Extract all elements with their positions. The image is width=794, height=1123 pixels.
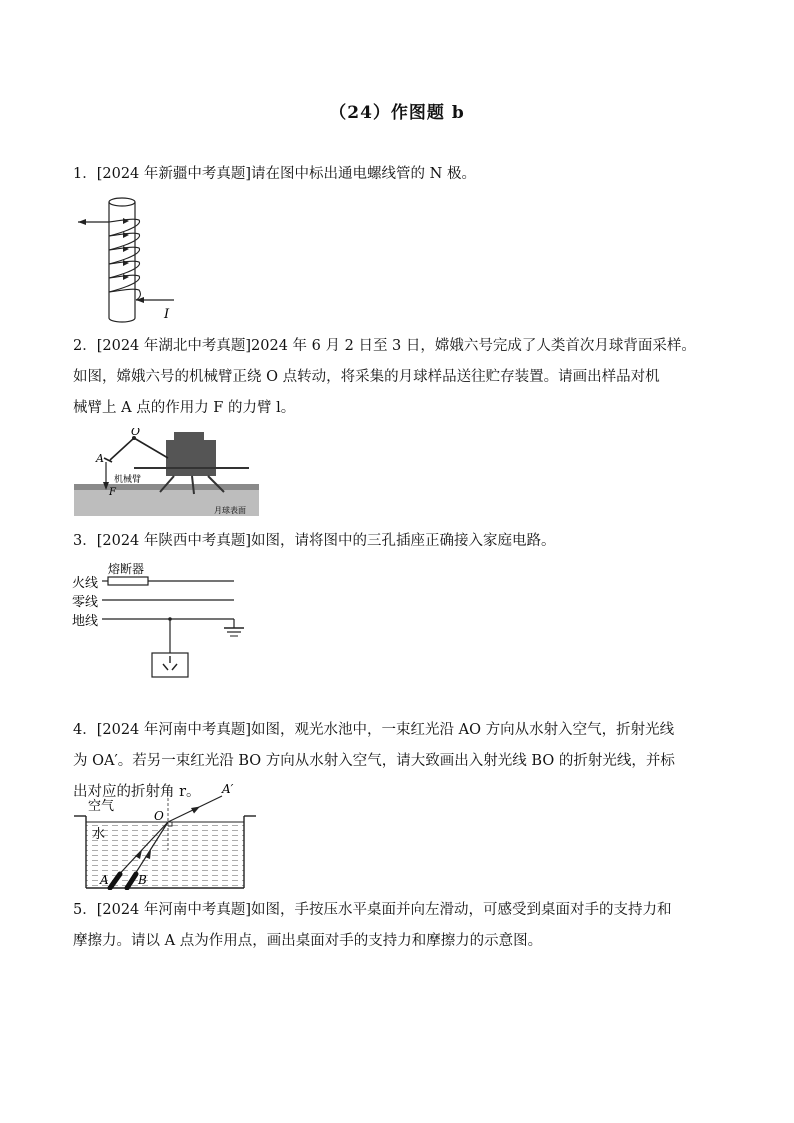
fuse-label: 熔断器 [108,562,145,576]
question-2-line-2: 如图，嫦娥六号的机械臂正绕 O 点转动，将采集的月球样品送往贮存装置。请画出样品对机 [73,369,660,385]
label-a-prime: A′ [222,782,234,796]
question-4-line-2: 为 OA′。若另一束红光沿 BO 方向从水射入空气，请大致画出入射光线 BO 的折射光线，并标 [73,753,675,769]
question-5-line-1: 5．[2024 年河南中考真题]如图，手按压水平桌面并向左滑动，可感受到桌面对手的支持力和 [73,902,672,918]
air-label: 空气 [88,799,115,814]
question-4-line-3: 出对应的折射角 r。 [73,784,201,800]
question-3 [73,526,723,557]
water-label: 水 [92,827,106,842]
lander-figure [74,428,264,518]
question-3-text: 3．[2024 年陕西中考真题]如图，请将图中的三孔插座正确接入家庭电路。 [73,533,556,549]
label-a: A [96,452,104,465]
arm-label: 机械臂 [114,475,142,485]
question-2-line-1: 2．[2024 年湖北中考真题]2024 年 6 月 2 日至 3 日，嫦娥六号完成了人类首次月球背面采样。 [73,338,696,354]
question-2 [73,331,723,424]
question-5-line-2: 摩擦力。请以 A 点为作用点，画出桌面对手的支持力和摩擦力的示意图。 [73,933,543,949]
current-label: I [164,307,170,322]
solenoid-figure [74,190,184,330]
circuit-figure [72,560,262,682]
label-o: O [131,428,141,438]
question-2-line-3: 械臂上 A 点的作用力 F 的力臂 l。 [73,400,296,416]
label-a: A [100,873,109,887]
question-5 [73,895,723,957]
fuse-symbol [108,577,148,585]
page-title: （24）作图题 b [329,103,465,123]
live-wire-label: 火线 [72,576,99,591]
surface-label: 月球表面 [214,506,246,515]
refraction-figure [72,778,257,890]
question-4-line-1: 4．[2024 年河南中考真题]如图，观光水池中，一束红光沿 AO 方向从水射入空气，折射光线 [73,722,675,738]
label-o: O [154,809,164,823]
question-1-text: 1．[2024 年新疆中考真题]请在图中标出通电螺线管的 N 极。 [73,166,476,182]
question-1 [73,159,723,190]
ground-wire-label: 地线 [72,614,99,629]
neutral-wire-label: 零线 [72,595,99,610]
label-b: B [138,873,147,887]
label-f: F [109,487,116,498]
